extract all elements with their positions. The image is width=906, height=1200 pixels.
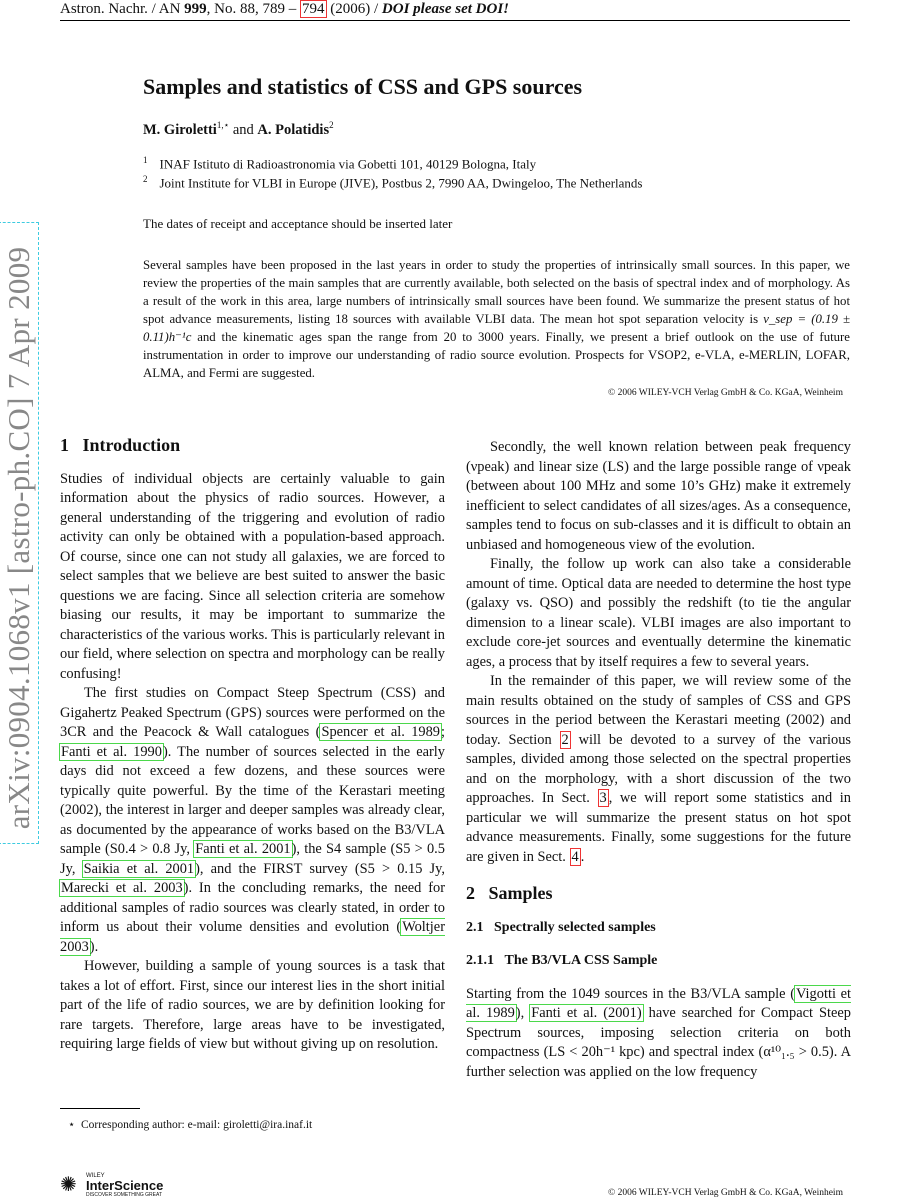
text-run: ), the S4 sample (S5 > 0.5 Jy, bbox=[60, 841, 445, 877]
ref-woltjer-link[interactable]: Woltjer 2003 bbox=[60, 919, 445, 955]
arxiv-stamp: arXiv:0904.1068v1 [astro-ph.CO] 7 Apr 2009 bbox=[1, 246, 36, 830]
author-2: A. Polatidis bbox=[257, 121, 330, 138]
text-run: . bbox=[580, 848, 585, 865]
subsection-number: 2.1 bbox=[466, 919, 484, 935]
section-number: 1 bbox=[60, 435, 69, 455]
text-run: ), and the FIRST survey (S5 > 0.15 Jy, bbox=[195, 860, 445, 877]
ref-spencer-link[interactable]: Spencer et al. 1989 bbox=[321, 724, 440, 740]
footnote-rule bbox=[60, 1108, 140, 1109]
text-run: , we will report some statistics and in particular we will summarize the present status on hot spot advance measurements. Finally, some suggestions for the future are given in Sect. bbox=[466, 790, 851, 865]
affiliation-2 bbox=[143, 174, 643, 191]
text-run: ). bbox=[89, 938, 99, 955]
subsection-heading bbox=[466, 918, 851, 938]
ref-fanti2001-link[interactable]: Fanti et al. 2001 bbox=[195, 841, 291, 857]
subsubsection-number: 2.1.1 bbox=[466, 953, 494, 968]
subsection-title: Spectrally selected samples bbox=[494, 919, 656, 935]
intro-paragraph-2 bbox=[60, 684, 445, 957]
affiliation-num: 1 bbox=[143, 155, 148, 165]
ref-marecki-link[interactable]: Marecki et al. 2003 bbox=[61, 880, 183, 896]
text-run: In the remainder of this paper, we will review some of the main results obtained on the study of samples of CSS and GPS sources in the period between the Kerastari meeting (2002) and today. Section bbox=[466, 673, 851, 748]
right-paragraph-2: Finally, the follow up work can also take a considerable amount of time. Optical data are needed to determine the host type (galaxy vs. QSO) and possibly the redshift (to tie the angular dimension to a linear scale). VLBI images are also important to exclude core-jet sources and eventually determine the kinematic ages, a process that by itself requires a few to several years. bbox=[466, 556, 851, 670]
text-run: ; bbox=[441, 724, 445, 740]
intro-paragraph-1: Studies of individual objects are certainly valuable to gain information about the physics of radio sources. However, a general understanding of the triggering and evolution of radio activity can only be obtained with a population-based approach. Of course, since one can not study all galaxies, we are forced to select samples that we believe are best suited to answer the basic questions we are facing. Since all selection criteria are somehow biasing our results, it may be important to summarize the characteristics of the various works. This is particularly relevant in our field, where selection on spectra and morphology can be really confusing! bbox=[60, 470, 445, 682]
ref-fanti2001b-link[interactable]: Fanti et al. (2001) bbox=[531, 1005, 642, 1021]
text-run: ). In the concluding remarks, the need for additional samples of radio sources was clearly stated, in order to inform us about their volume densities and evolution ( bbox=[60, 880, 445, 935]
ref-fanti1990-link[interactable]: Fanti et al. 1990 bbox=[61, 743, 162, 760]
text-run: ), bbox=[515, 1005, 531, 1021]
header-rule bbox=[60, 20, 850, 21]
section-heading-introduction bbox=[60, 436, 445, 456]
abstract-formula: v_sep = (0.19 ± 0.11)h⁻¹c bbox=[143, 312, 850, 344]
text-run: have searched for Compact Steep Spectrum sources, imposing selection criteria on both compactness (LS < 20h⁻¹ kpc) and spectral index (α¹⁰₁.₅ > 0.5). A further selection was applied on the low frequency bbox=[466, 1005, 851, 1080]
journal-volume: 999 bbox=[184, 1, 207, 17]
globe-icon: ✺ bbox=[60, 1174, 77, 1196]
author-list bbox=[143, 120, 334, 139]
dates-note: The dates of receipt and acceptance should be inserted later bbox=[143, 216, 453, 231]
wiley-interscience-logo bbox=[60, 1172, 190, 1196]
journal-year: (2006) / bbox=[326, 1, 382, 17]
journal-number: , No. 88, 789 – bbox=[206, 1, 300, 17]
footnote-mark: ⋆ bbox=[68, 1119, 76, 1131]
intro-paragraph-3: However, building a sample of young sources is a task that takes a lot of effort. First, since our interest lies in the short initial part of the life of radio sources, we are by definition looking for rare targets. Therefore, large areas have to be investigated, requiring large fields of view but without giving up on resolution. bbox=[60, 958, 445, 1052]
text-run: Starting from the 1049 sources in the B3/VLA sample ( bbox=[466, 985, 796, 1002]
author-and: and bbox=[229, 121, 258, 138]
section-title: Samples bbox=[488, 883, 553, 903]
ref-vigotti-link[interactable]: Vigotti et al. 1989 bbox=[466, 985, 852, 1021]
logo-big-text: InterScience bbox=[86, 1178, 164, 1193]
left-column bbox=[60, 436, 445, 1055]
abstract-text-1: Several samples have been proposed in the last years in order to study the properties of intrinsically small sources. In this paper, we review the properties of the main samples that are currently available, both selected on the basis of spectral index and of morphology. As a result of the work in this area, large numbers of intrinsically small sources have been found. We summarize the present status of hot spot advance measurements, listing 18 sources with available VLBI data. The mean hot spot separation velocity is bbox=[143, 258, 850, 326]
section-number: 2 bbox=[466, 883, 475, 903]
right-column bbox=[466, 438, 851, 1082]
arxiv-stamp-link[interactable] bbox=[0, 222, 39, 844]
running-head bbox=[60, 0, 850, 19]
abstract bbox=[143, 256, 850, 382]
author-2-sup: 2 bbox=[329, 120, 334, 130]
affiliation-1 bbox=[143, 155, 536, 172]
subsubsection-title: The B3/VLA CSS Sample bbox=[504, 953, 658, 968]
section-2-link[interactable]: 2 bbox=[561, 731, 569, 748]
section-4-link[interactable]: 4 bbox=[571, 848, 579, 865]
footnote bbox=[68, 1117, 312, 1131]
section-heading-samples bbox=[466, 884, 851, 904]
text-run: The first studies on Compact Steep Spectrum (CSS) and Gigahertz Peaked Spectrum (GPS) sources were performed on the 3CR and the Peacock & Wall catalogues ( bbox=[60, 685, 445, 740]
text-run: ). The number of sources selected in the early days did not exceed a few dozens, and these sources were typically quite powerful. By the time of the Kerastari meeting (2002), the interest in larger and deeper samples was already clear, as documented by the appearance of works based on the B3/VLA sample (S0.4 > 0.8 Jy, bbox=[60, 743, 446, 857]
affiliation-num: 2 bbox=[143, 174, 148, 184]
author-1-sup: 1,⋆ bbox=[216, 120, 230, 130]
affiliation-text: Joint Institute for VLBI in Europe (JIVE), Postbus 2, 7990 AA, Dwingeloo, The Netherlands bbox=[159, 175, 643, 191]
text-run: will be devoted to a survey of the various samples, divided among those selected on the spectral properties and on the morphology, with a short discussion of the two approaches. In Sect. bbox=[466, 731, 851, 806]
footer-copyright: © 2006 WILEY-VCH Verlag GmbH & Co. KGaA, Weinheim bbox=[608, 1188, 843, 1198]
abstract-text-2: and the kinematic ages span the range from 20 to 3000 years. Finally, we present a brief outlook on the use of future instrumentation in order to improve our understanding of radio source evolution. Prospects for VSOP2, e-VLA, e-MERLIN, LOFAR, ALMA, and Fermi are suggested. bbox=[143, 330, 850, 380]
last-page-link[interactable]: 794 bbox=[302, 1, 325, 17]
abstract-copyright: © 2006 WILEY-VCH Verlag GmbH & Co. KGaA, Weinheim bbox=[608, 388, 843, 398]
section-title: Introduction bbox=[82, 435, 181, 455]
logo-tagline: DISCOVER SOMETHING GREAT bbox=[86, 1192, 163, 1198]
logo-small-text: WILEY bbox=[86, 1173, 105, 1179]
paper-title: Samples and statistics of CSS and GPS sources bbox=[143, 74, 583, 99]
doi-text: DOI please set DOI! bbox=[381, 1, 509, 17]
right-paragraph-4 bbox=[466, 985, 851, 1083]
right-paragraph-1: Secondly, the well known relation between peak frequency (νpeak) and linear size (LS) and the large possible range of νpeak (between about 100 MHz and some 10’s GHz) make it extremely inefficient to select candidates of all sizes/ages. As a consequence, samples tend to focus on sub-classes and it is difficult to obtain an unbiased and homogeneous view of the evolution. bbox=[466, 439, 851, 553]
footnote-text: Corresponding author: e-mail: giroletti@ira.inaf.it bbox=[80, 1119, 313, 1131]
ref-saikia-link[interactable]: Saikia et al. 2001 bbox=[83, 860, 195, 877]
author-1: M. Giroletti bbox=[143, 121, 217, 138]
journal-name: Astron. Nachr. / AN bbox=[60, 1, 181, 17]
subsubsection-heading bbox=[466, 951, 851, 971]
section-3-link[interactable]: 3 bbox=[599, 790, 607, 806]
right-paragraph-3 bbox=[466, 672, 851, 867]
affiliation-text: INAF Istituto di Radioastronomia via Gobetti 101, 40129 Bologna, Italy bbox=[159, 156, 537, 172]
